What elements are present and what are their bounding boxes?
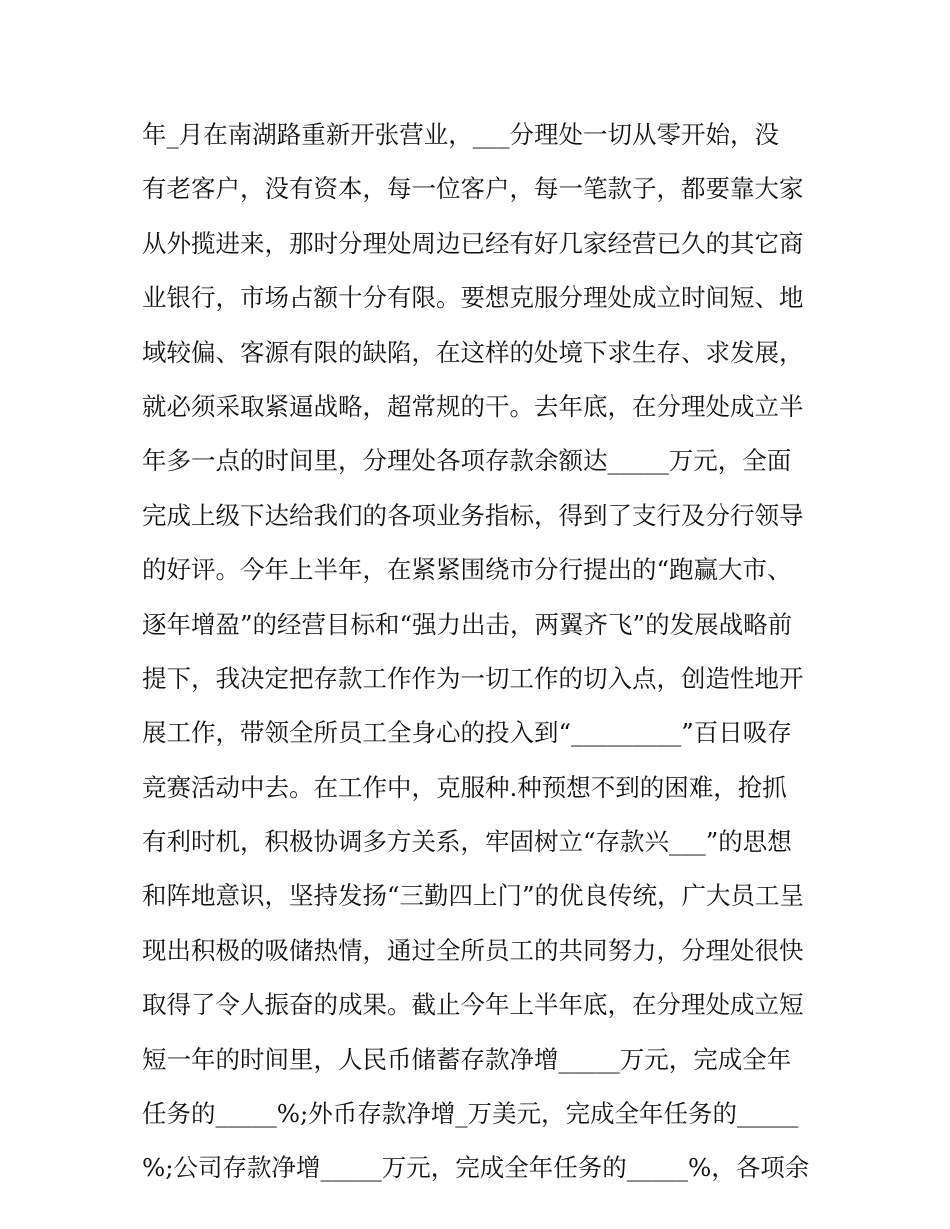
text-line: 年多一点的时间里，分理处各项存款余额达_____万元，全面 xyxy=(142,446,792,476)
text-line: 逐年增盈”的经营目标和“强力出击，两翼齐飞”的发展战略前 xyxy=(142,609,793,639)
text-line: 域较偏、客源有限的缺陷，在这样的处境下求生存、求发展， xyxy=(142,337,804,367)
text-line: 现出积极的吸储热情，通过全所员工的共同努力，分理处很快 xyxy=(142,935,804,965)
text-line: 和阵地意识，坚持发扬“三勤四上门”的优良传统，广大员工呈 xyxy=(142,881,805,911)
text-line: 有老客户，没有资本，每一位客户，每一笔款子，都要靠大家 xyxy=(142,174,804,204)
text-line: 短一年的时间里，人民币储蓄存款净增_____万元，完成全年 xyxy=(142,1044,792,1074)
text-line: 从外揽进来，那时分理处周边已经有好几家经营已久的其它商 xyxy=(142,228,804,258)
text-line: %;公司存款净增_____万元，完成全年任务的_____%，各项余 xyxy=(142,1153,810,1183)
text-line: 就必须采取紧逼战略，超常规的干。去年底，在分理处成立半 xyxy=(142,391,804,421)
text-line: 有利时机，积极协调多方关系，牢固树立“存款兴___”的思想 xyxy=(142,827,792,857)
text-line: 提下，我决定把存款工作作为一切工作的切入点，创造性地开 xyxy=(142,663,804,693)
text-line: 的好评。今年上半年，在紧紧围绕市分行提出的“跑赢大市、 xyxy=(142,555,792,585)
text-line: 业银行，市场占额十分有限。要想克服分理处成立时间短、地 xyxy=(142,283,804,313)
document-body-text xyxy=(142,108,822,1196)
text-line: 展工作，带领全所员工全身心的投入到“_________”百日吸存 xyxy=(142,718,792,748)
text-line: 竞赛活动中去。在工作中，克服种.种预想不到的困难，抢抓 xyxy=(142,772,787,802)
text-line: 任务的_____%;外币存款净增_万美元，完成全年任务的_____ xyxy=(142,1099,799,1129)
text-line: 年_月在南湖路重新开张营业，___分理处一切从零开始，没 xyxy=(142,120,779,149)
text-line: 完成上级下达给我们的各项业务指标，得到了支行及分行领导 xyxy=(142,500,804,530)
text-line: 取得了令人振奋的成果。截止今年上半年底，在分理处成立短 xyxy=(142,990,804,1020)
